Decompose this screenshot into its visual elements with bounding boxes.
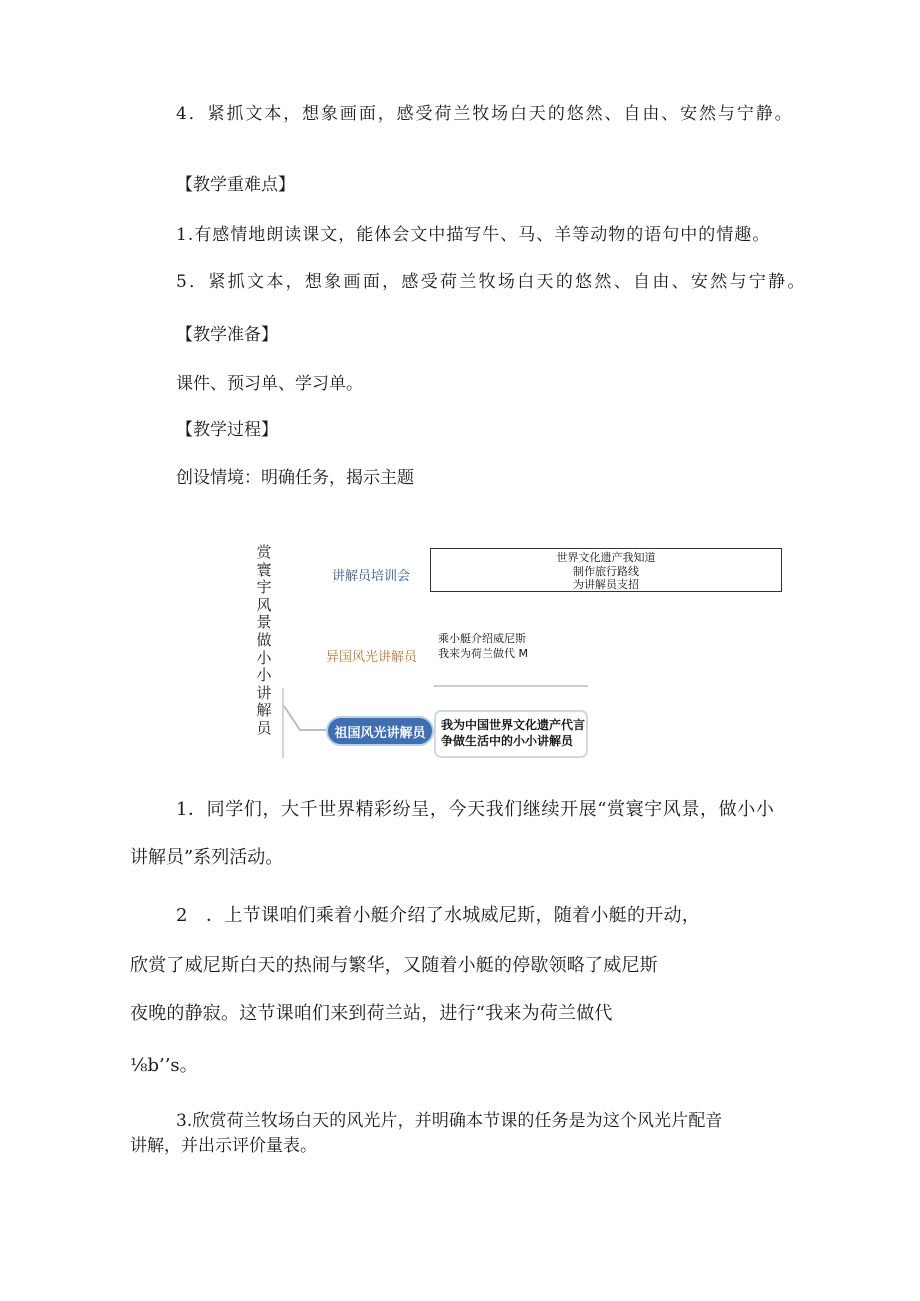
paragraph-2-line-1: 2 ．上节课咱们乘着小艇介绍了水城威尼斯，随着小艇的开动， <box>176 905 701 926</box>
foreign-box <box>438 631 528 661</box>
key-point-1: 1.有感情地朗读课文，能体会文中描写牛、马、羊等动物的语句中的情趣。 <box>176 225 771 245</box>
objective-4: 4．紧抓文本，想象画面，感受荷兰牧场白天的悠然、自由、安然与宁静。 <box>176 104 794 124</box>
branch-foreign: 异国风光讲解员 <box>326 650 418 665</box>
preparation-text: 课件、预习单、学习单。 <box>176 374 363 394</box>
training-item: 制作旅行路线 <box>573 564 639 578</box>
heading-process: 【教学过程】 <box>176 420 278 440</box>
training-item: 世界文化遗产我知道 <box>556 551 656 564</box>
paragraph-2-line-2: 欣赏了威尼斯白天的热闹与繁华，又随着小艇的停歇领略了威尼斯 <box>130 955 658 976</box>
branch-connector <box>284 706 328 730</box>
homeland-box <box>434 710 588 758</box>
key-point-5: 5．紧抓文本，想象画面，感受荷兰牧场白天的悠然、自由、安然与宁静。 <box>176 272 807 292</box>
training-box <box>430 548 782 592</box>
paragraph-3-line-1: 3.欣赏荷兰牧场白天的风光片，并明确本节课的任务是为这个风光片配音 <box>176 1111 723 1131</box>
branch-homeland: 祖国风光讲解员 <box>326 716 434 746</box>
foreign-item: 我来为荷兰做代 M <box>438 647 528 660</box>
diagram-title: 赏寰宇风景做小小讲解员 <box>256 543 272 737</box>
scenario-title: 创设情境：明确任务，揭示主题 <box>176 468 414 488</box>
paragraph-3-line-2: 讲解，并出示评价量表。 <box>130 1136 317 1156</box>
paragraph-1-line-1: 1．同学们，大千世界精彩纷呈，今天我们继续开展“赏寰宇风景，做小小 <box>176 799 775 820</box>
branch-training: 讲解员培训会 <box>332 569 411 584</box>
homeland-item: 我为中国世界文化遗产代言 <box>441 718 586 732</box>
paragraph-2-line-3: 夜晚的静寂。这节课咱们来到荷兰站，进行“我来为荷兰做代 <box>130 1003 613 1024</box>
paragraph-2-line-4: ⅛b’’s。 <box>130 1055 198 1076</box>
training-item: 为讲解员支招 <box>573 578 639 591</box>
heading-preparation: 【教学准备】 <box>176 325 278 345</box>
mind-map-diagram <box>250 540 790 765</box>
paragraph-1-line-2: 讲解员”系列活动。 <box>130 847 284 868</box>
homeland-item: 争做生活中的小小讲解员 <box>441 734 574 748</box>
foreign-item: 乘小艇介绍威尼斯 <box>438 632 526 645</box>
heading-key-points: 【教学重难点】 <box>176 175 295 195</box>
